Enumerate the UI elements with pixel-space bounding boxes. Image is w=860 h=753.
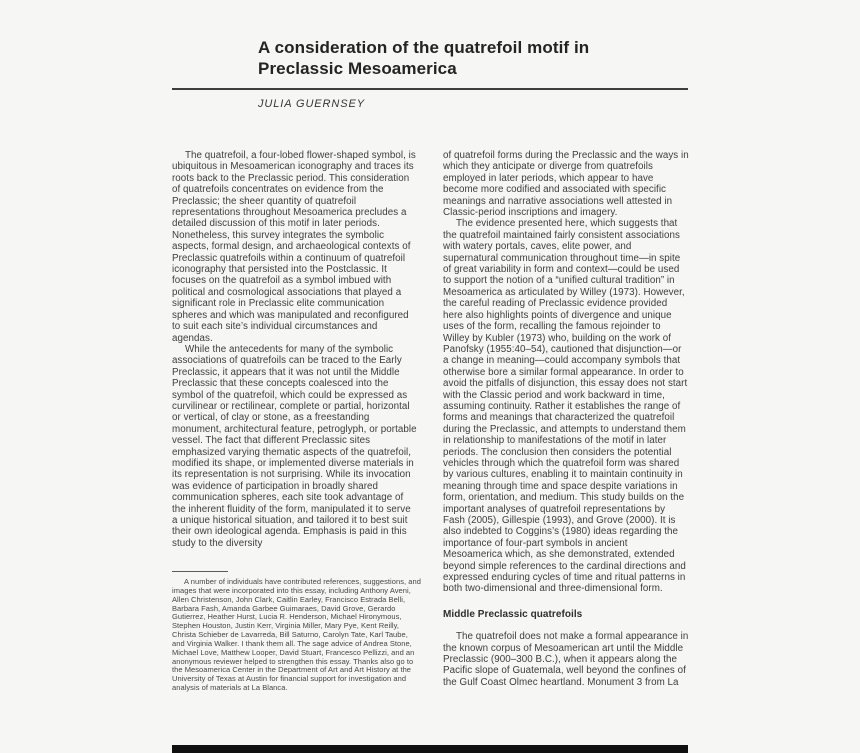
right-column-paragraph-1: of quatrefoil forms during the Preclassic and the ways in which they anticipate or diverge from quatrefoils employed in later periods, which appear to have become more codified and associated with specific meanings and narrative associations well attested in Classic-period inscriptions and imagery. <box>443 150 689 219</box>
section-heading-middle-preclassic: Middle Preclassic quatrefoils <box>443 608 583 620</box>
footnote-text: A number of individuals have contributed references, suggestions, and images that were incorporated into this essay, including Anthony Aveni, Allen Christenson, John Clark, Caitlin Earley, Francisco Estrada Belli, Barbara Fash, Amanda Garbee Guimaraes, David Grove, Gerardo Gutierrez, Heather Hurst, Lucia R. Henderson, Michael Hironymous, Stephen Houston, Justin Kerr, Virginia Miller, Mary Pye, Kent Reilly, Christa Schieber de Lavarreda, Bill Saturno, Carolyn Tate, Karl Taube, and Virginia Walker. I thank them all. The sage advice of Andrea Stone, Michael Love, Matthew Looper, David Stuart, Francesco Pellizzi, and an anonymous reviewer helped to strengthen this essay. Thanks also go to the Mesoamerica Center in the Department of Art and Art History at the University of Texas at Austin for financial support for investigation and analysis of materials at La Blanca. <box>172 577 421 693</box>
page-bottom-scan-bar <box>172 745 688 753</box>
footnote-separator-rule <box>172 571 228 572</box>
right-column-paragraph-3: The quatrefoil does not make a formal appearance in the known corpus of Mesoamerican art until the Middle Preclassic (900–300 B.C.), when it appears along the Pacific slope of Guatemala, well beyond the confines of the Gulf Coast Olmec heartland. Monument 3 from La <box>443 631 689 688</box>
masthead <box>172 0 688 110</box>
left-column-paragraph-2: While the antecedents for many of the symbolic associations of quatrefoils can be traced to the Early Preclassic, it appears that it was not until the Middle Preclassic that these concepts coalesced into the symbol of the quatrefoil, which could be expressed as curvilinear or rectilinear, complete or partial, horizontal or vertical, of clay or stone, as a freestanding monument, architectural feature, petroglyph, or portable vessel. The fact that different Preclassic sites emphasized varying thematic aspects of the quatrefoil, modified its shape, or implemented diverse materials in its representation is not surprising. While its invocation was evidence of participation in broadly shared communication spheres, each site took advantage of the inherent fluidity of the form, manipulated it to serve a unique historical situation, and tailored it to best suit their own ideological agenda. Emphasis is paid in this study to the diversity <box>172 343 417 549</box>
title-divider-rule <box>172 88 688 90</box>
right-column <box>443 150 689 688</box>
page-title <box>258 37 688 79</box>
left-column-paragraph-1: The quatrefoil, a four-lobed flower-shaped symbol, is ubiquitous in Mesoamerican iconography and traces its roots back to the Preclassic period. This consideration of quatrefoils concentrates on evidence from the Preclassic; the sheer quantity of quatrefoil representations throughout Mesoamerica precludes a detailed discussion of this motif in later periods. Nonetheless, this survey integrates the symbolic aspects, formal design, and archaeological contexts of Preclassic quatrefoils within a continuum of quatrefoil iconography that persisted into the Postclassic. It focuses on the quatrefoil as a symbol imbued with political and cosmological associations that played a significant role in Preclassic elite communication spheres and which was manipulated and reconfigured to suit each site’s individual circumstances and agendas. <box>172 150 416 344</box>
page-title-line-2: Preclassic Mesoamerica <box>258 59 457 78</box>
author-byline: JULIA GUERNSEY <box>258 98 365 110</box>
right-column-paragraph-2: The evidence presented here, which suggests that the quatrefoil maintained fairly consistent associations with watery portals, caves, elite power, and supernatural communication throughout time—in spite of great variability in form and context—could be used to support the notion of a “unified cultural tradition” in Mesoamerica as articulated by Willey (1973). However, the careful reading of Preclassic evidence provided here also highlights points of divergence and unique uses of the form, recalling the famous rejoinder to Willey by Kubler (1973) who, building on the work of Panofsky (1955:40–54), cautioned that disjunction—or a change in meaning—could accompany symbols that otherwise bore a similar formal appearance. In order to avoid the pitfalls of disjunction, this essay does not start with the Classic period and work backward in time, assuming continuity. Rather it establishes the range of forms and meanings that characterized the quatrefoil during the Preclassic, and attempts to understand them in relationship to manifestations of the motif in later periods. The conclusion then considers the potential vehicles through which the quatrefoil form was shared by various cultures, enabling it to maintain continuity in meaning through time and space despite variations in form, orientation, and medium. This study builds on the important analyses of quatrefoil representations by Fash (2005), Gillespie (1993), and Grove (2000). It is also indebted to Coggins’s (1980) ideas regarding the importance of four-part symbols in ancient Mesoamerica which, as she demonstrated, extended beyond simple references to the cardinal directions and expressed enduring cycles of time and ritual patterns in both two-dimensional and three-dimensional form. <box>443 218 688 595</box>
page-title-line-1: A consideration of the quatrefoil motif in <box>258 38 590 57</box>
footnote-block <box>172 571 421 693</box>
